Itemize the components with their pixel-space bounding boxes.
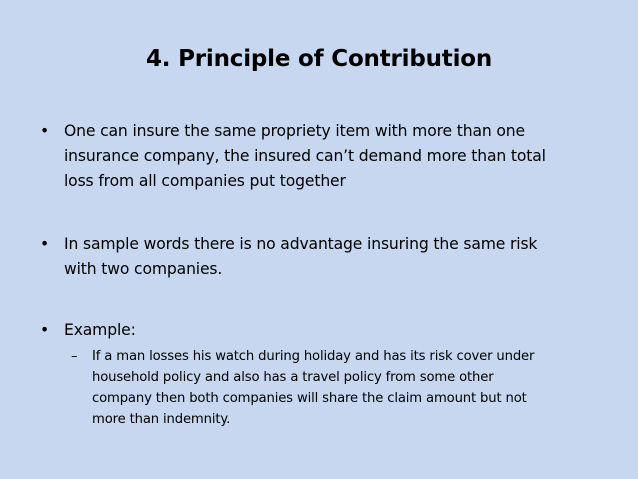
slide-title: 4. Principle of Contribution: [145, 46, 493, 72]
bullet-item-1: [40, 119, 612, 194]
bullet-text: In sample words there is no advantage insuring the same risk with two companies.: [64, 235, 538, 278]
bullet-marker: •: [40, 321, 50, 339]
bullet-marker: •: [40, 235, 50, 253]
bullet-text: Example:: [64, 321, 136, 339]
sub-bullet-item-1: [71, 346, 616, 430]
bullet-item-2: [40, 232, 612, 282]
bullet-marker: •: [40, 122, 50, 140]
sub-bullet-marker: –: [71, 349, 78, 364]
sub-bullet-text: If a man losses his watch during holiday and has its risk cover under household policy and also has a travel policy from some other company then both companies will share the claim amount but not more than indemnity.: [92, 349, 535, 427]
bullet-item-3: [40, 318, 612, 343]
bullet-text: One can insure the same propriety item with more than one insurance company, the insured can’t demand more than total loss from all companies put together: [64, 122, 546, 190]
